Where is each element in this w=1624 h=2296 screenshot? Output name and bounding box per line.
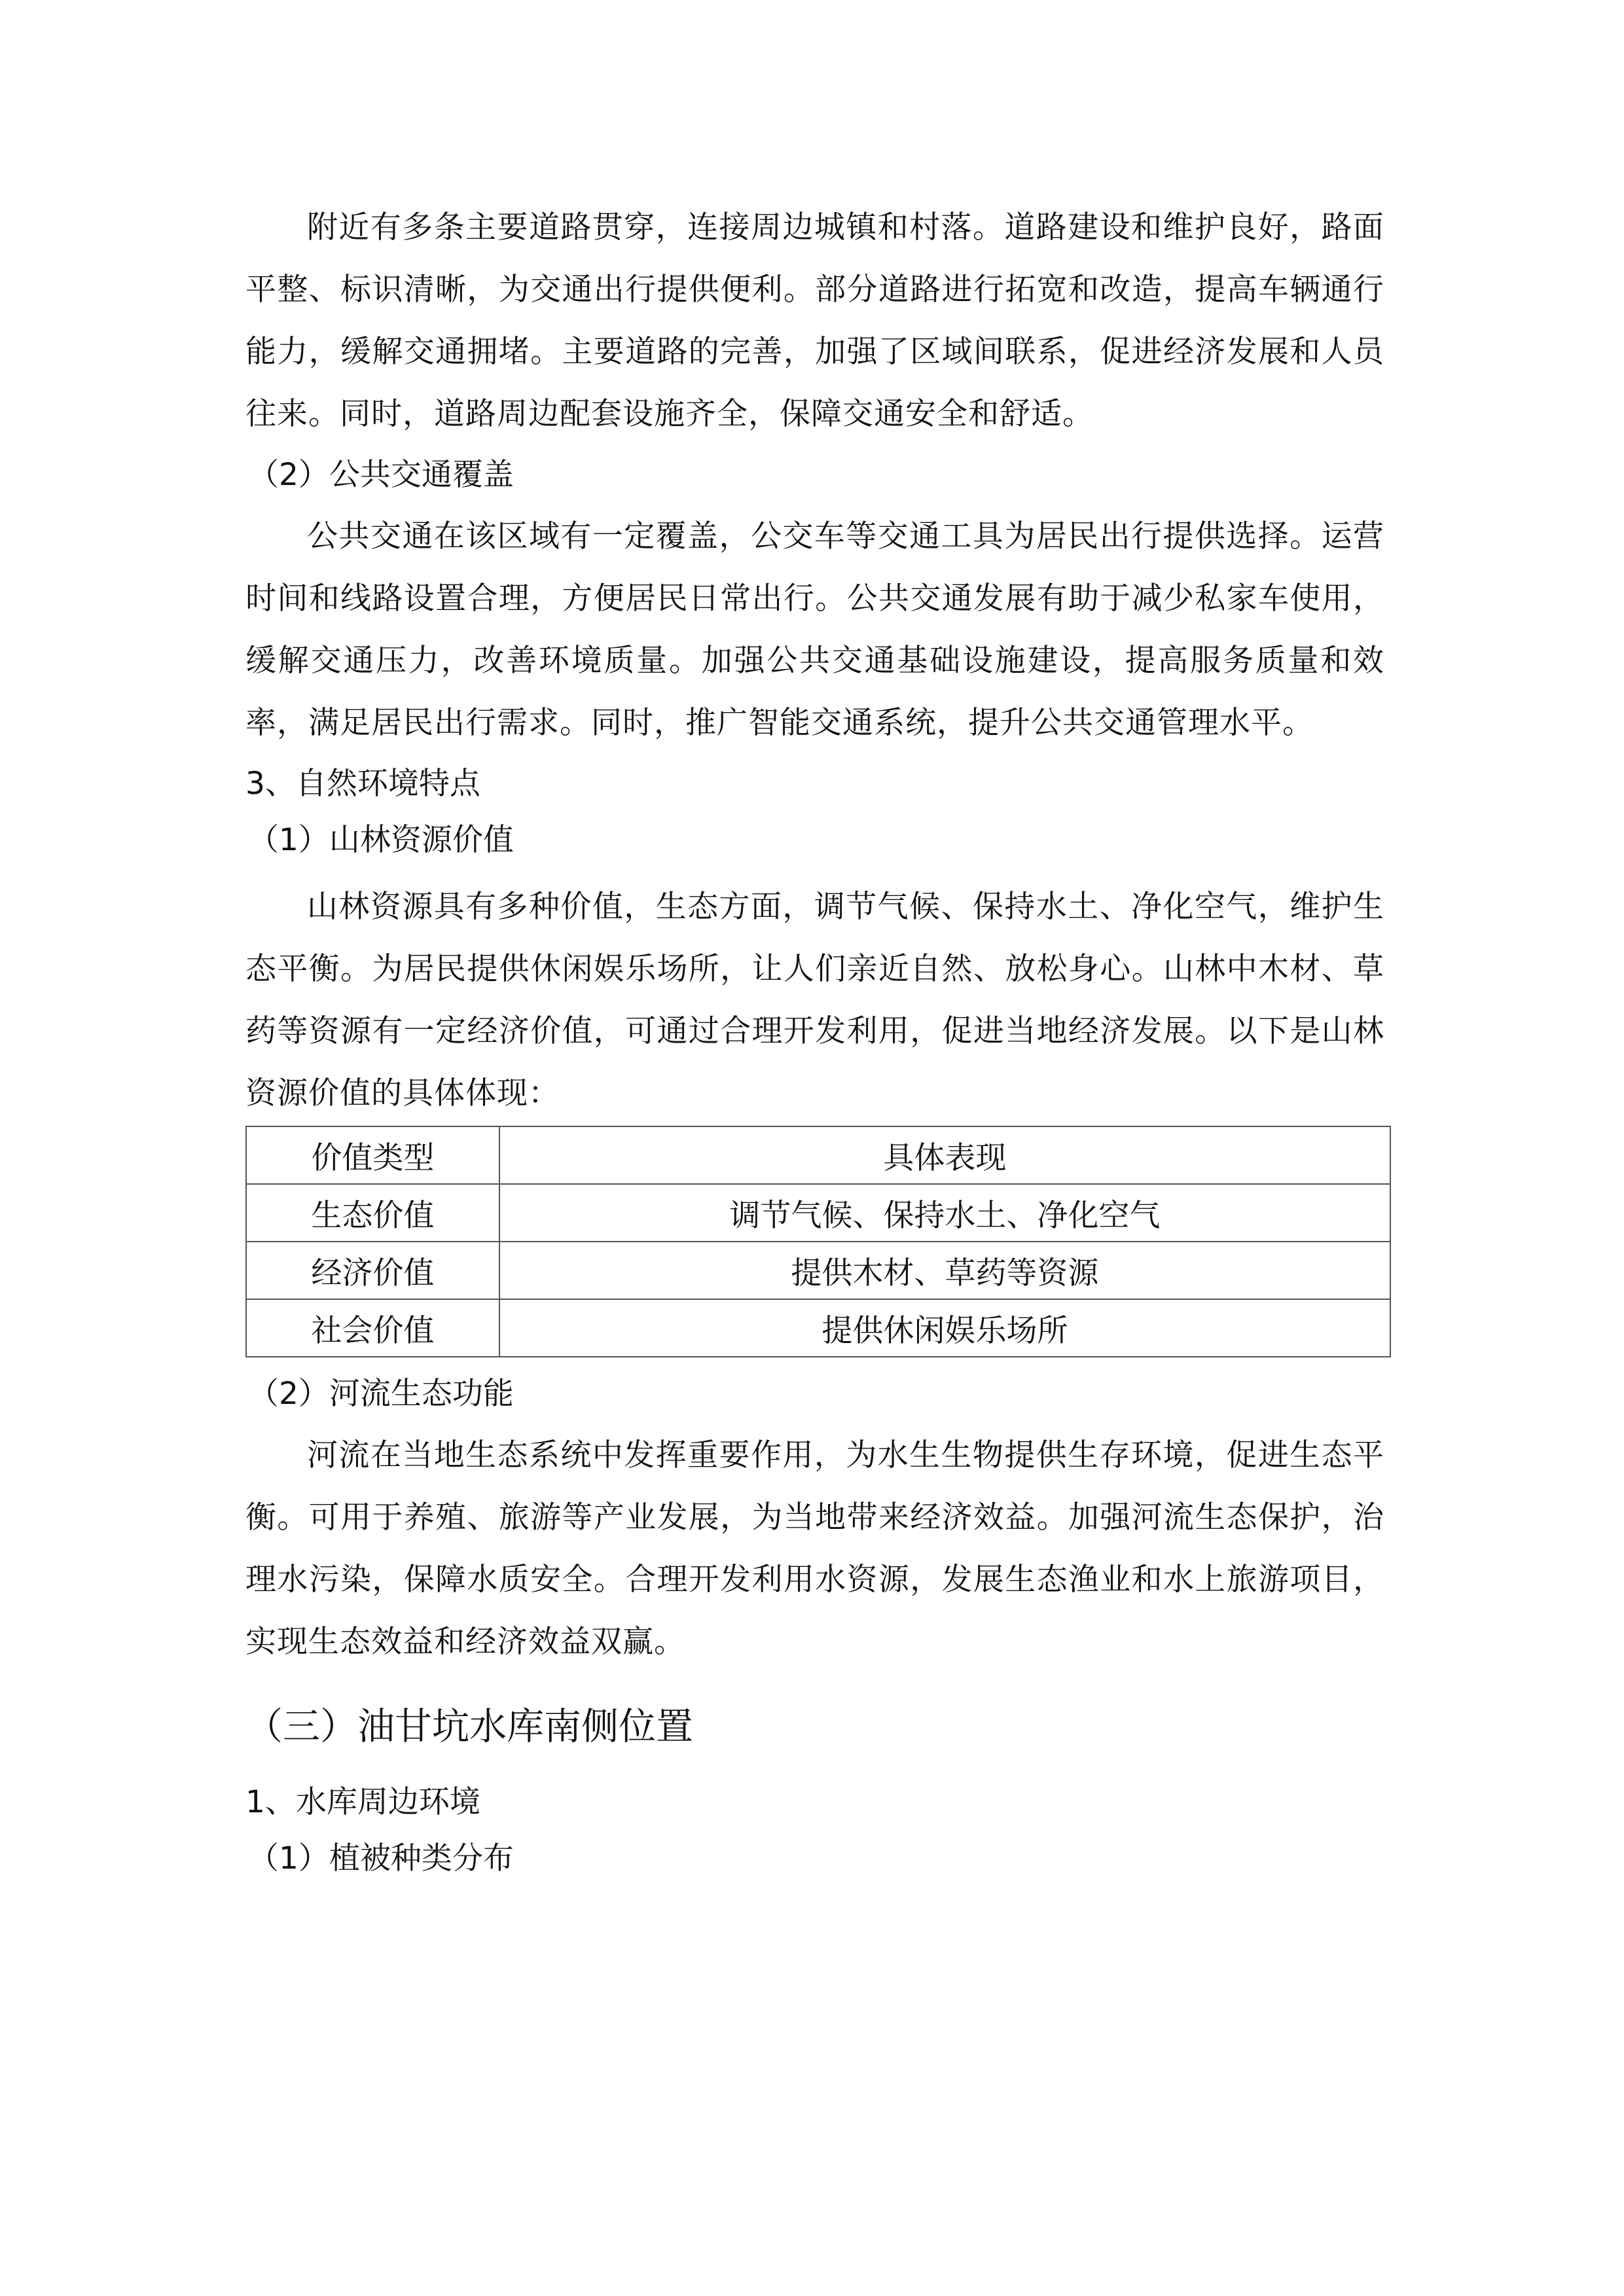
section-heading-three: （三）油甘坑水库南侧位置 — [245, 1705, 693, 1748]
heading-vegetation: （1）植被种类分布 — [248, 1840, 514, 1876]
table-cell: 提供休闲娱乐场所 — [499, 1299, 1390, 1357]
paragraph-public-transport: 公共交通在该区域有一定覆盖，公交车等交通工具为居民出行提供选择。运营时间和线路设置合理，方便居民日常出行。公共交通发展有助于减少私家车使用，缓解交通压力，改善环境质量。加强公共交通基础设施建设，提高服务质量和效率，满足居民出行需求。同时，推广智能交通系统，提升公共交通管理水平。 — [245, 518, 1384, 741]
document-page — [245, 196, 1384, 1885]
heading-forest-value: （1）山林资源价值 — [248, 822, 514, 858]
paragraph-roads: 附近有多条主要道路贯穿，连接周边城镇和村落。道路建设和维护良好，路面平整、标识清晰，为交通出行提供便利。部分道路进行拓宽和改造，提高车辆通行能力，缓解交通拥堵。主要道路的完善，加强了区域间联系，促进经济发展和人员往来。同时，道路周边配套设施齐全，保障交通安全和舒适。 — [245, 209, 1384, 432]
table-row — [246, 1184, 1390, 1242]
paragraph-river: 河流在当地生态系统中发挥重要作用，为水生生物提供生存环境，促进生态平衡。可用于养殖、旅游等产业发展，为当地带来经济效益。加强河流生态保护，治理水污染，保障水质安全。合理开发利用水资源，发展生态渔业和水上旅游项目，实现生态效益和经济效益双赢。 — [245, 1437, 1384, 1660]
table-header-cell: 价值类型 — [246, 1126, 499, 1184]
table-cell: 调节气候、保持水土、净化空气 — [499, 1184, 1390, 1242]
heading-reservoir-environment: 1、水库周边环境 — [245, 1784, 480, 1820]
table-header-row — [246, 1126, 1390, 1184]
forest-value-table — [245, 1126, 1391, 1357]
table-header-cell: 具体表现 — [499, 1126, 1390, 1184]
table-cell: 经济价值 — [246, 1242, 499, 1299]
table-cell: 提供木材、草药等资源 — [499, 1242, 1390, 1299]
table-cell: 社会价值 — [246, 1299, 499, 1357]
paragraph-forest: 山林资源具有多种价值，生态方面，调节气候、保持水土、净化空气，维护生态平衡。为居民提供休闲娱乐场所，让人们亲近自然、放松身心。山林中木材、草药等资源有一定经济价值，可通过合理开发利用，促进当地经济发展。以下是山林资源价值的具体体现： — [245, 889, 1384, 1111]
heading-river-function: （2）河流生态功能 — [248, 1376, 514, 1412]
table-row — [246, 1242, 1390, 1299]
heading-public-transport: （2）公共交通覆盖 — [248, 457, 514, 493]
table-cell: 生态价值 — [246, 1184, 499, 1242]
table-row — [246, 1299, 1390, 1357]
heading-natural-environment: 3、自然环境特点 — [245, 766, 480, 802]
